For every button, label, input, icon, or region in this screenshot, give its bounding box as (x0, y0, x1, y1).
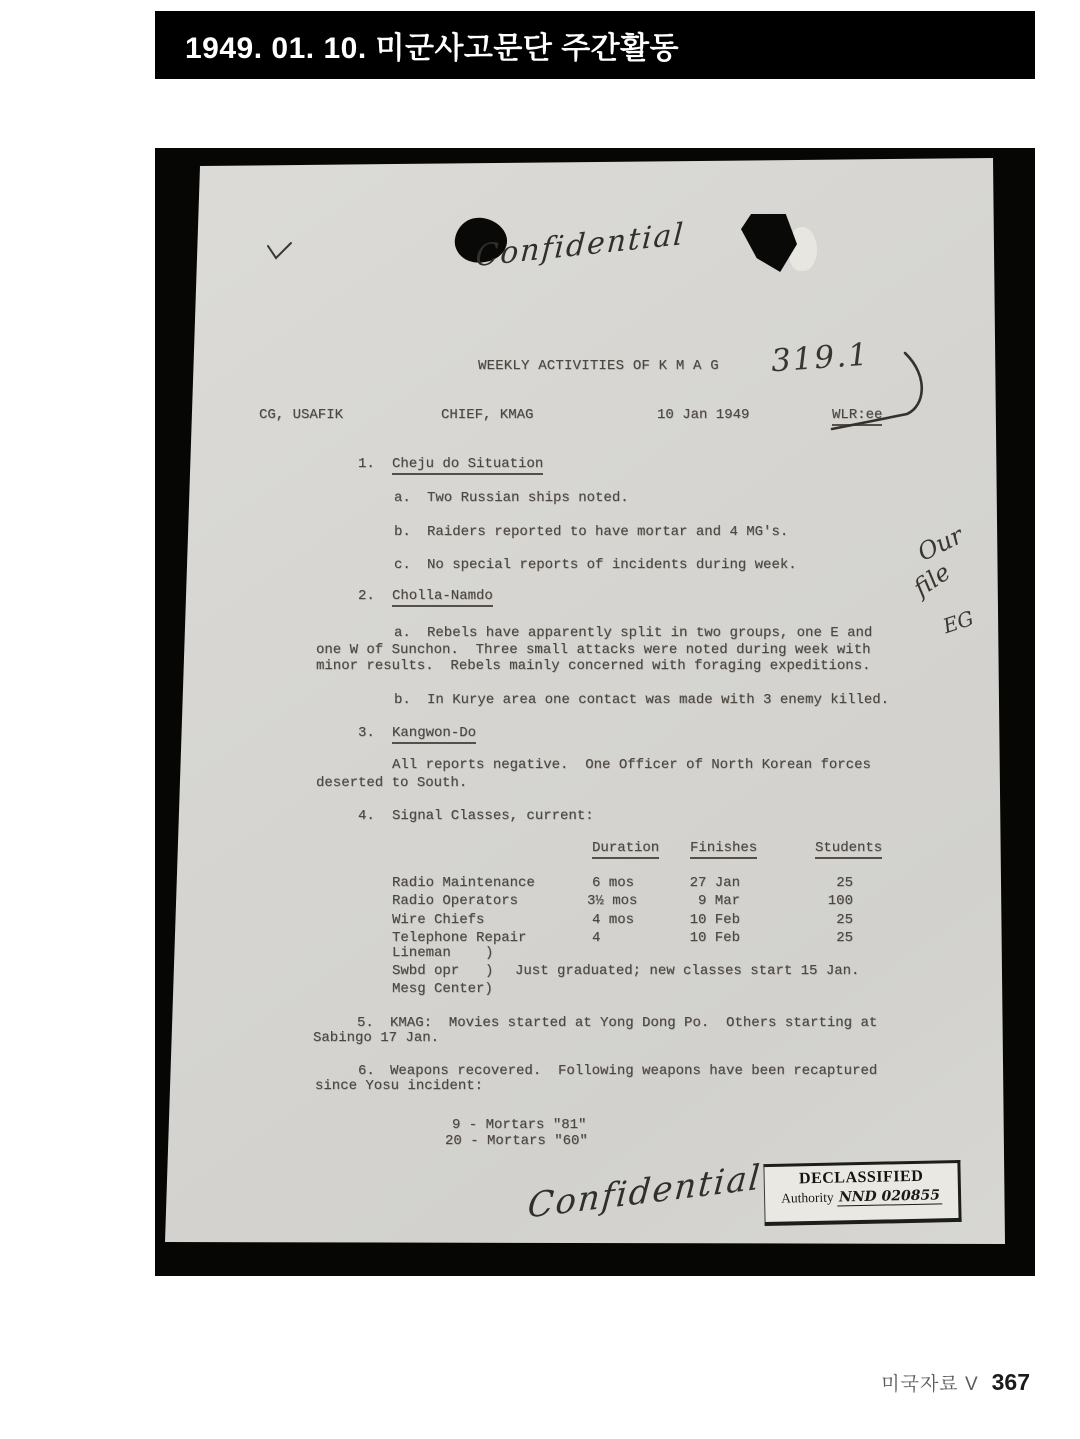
section-1-heading: Cheju do Situation (392, 456, 543, 475)
table-row-duration: 6 mos (592, 875, 635, 891)
table-header-duration: Duration (592, 840, 659, 859)
table-row-students: 25 (836, 912, 853, 928)
table-row-finishes: 10 Feb (689, 912, 740, 928)
section-3-number: 3. (358, 725, 375, 741)
footer-page-number: 367 (991, 1369, 1030, 1395)
section-3-line2: deserted to South. (316, 775, 468, 791)
section-6-line1: Weapons recovered. Following weapons have been recaptured (390, 1063, 878, 1079)
file-number-note: 319.1 (769, 336, 871, 380)
table-row-name: Wire Chiefs (392, 912, 485, 928)
margin-note-line2: file (908, 557, 956, 603)
declassified-stamp (763, 1160, 961, 1226)
meta-initials: WLR:ee (832, 407, 882, 426)
table-row-finishes: 10 Feb (689, 930, 740, 946)
section-2a-label: a. (394, 625, 411, 641)
section-5-line2: Sabingo 17 Jan. (313, 1030, 440, 1046)
section-2a-line1: Rebels have apparently split in two groups, one E and (427, 625, 873, 641)
section-3-line1: All reports negative. One Officer of North Korean forces (392, 757, 871, 773)
table-row-name: Radio Maintenance (392, 875, 535, 891)
section-1a-text: Two Russian ships noted. (427, 490, 629, 506)
section-1c-label: c. (394, 557, 411, 573)
table-row-duration: 4 (592, 930, 601, 946)
table-group-name2: Swbd opr (392, 963, 460, 979)
meta-org: CG, USAFIK (259, 407, 344, 423)
table-row-students: 25 (836, 930, 853, 946)
section-2a-line2: one W of Sunchon. Three small attacks were noted during week with (316, 642, 871, 658)
table-row-students: 100 (827, 893, 853, 909)
table-row-finishes: 9 Mar (697, 893, 740, 909)
table-group-bracket2: ) (485, 963, 494, 979)
section-1b-label: b. (394, 524, 411, 540)
table-row-duration: 4 mos (592, 912, 635, 928)
declassified-stamp-authority (765, 1187, 958, 1207)
section-2-heading: Cholla-Namdo (392, 588, 493, 607)
table-row-duration: 3½ mos (587, 893, 638, 909)
table-group-bracket1: ) (485, 945, 494, 961)
authority-value: NND 020855 (837, 1187, 942, 1206)
table-row-students: 25 (836, 875, 853, 891)
table-row-finishes: 27 Jan (689, 875, 740, 891)
caption-bar (155, 11, 1035, 79)
section-3-heading: Kangwon-Do (392, 725, 476, 744)
meta-date: 10 Jan 1949 (657, 407, 750, 423)
margin-note-line1: Our (913, 521, 968, 567)
section-1c-text: No special reports of incidents during week. (427, 557, 797, 573)
confidential-handwriting-bottom: Confidential (526, 1157, 764, 1227)
section-2b-text: In Kurye area one contact was made with 3 enemy killed. (427, 692, 890, 708)
section-1b-text: Raiders reported to have mortar and 4 MG's. (427, 524, 789, 540)
document-paper (155, 148, 1035, 1276)
table-row-name: Radio Operators (392, 893, 519, 909)
table-row-name: Telephone Repair (392, 930, 527, 946)
section-2a-line3: minor results. Rebels mainly concerned with foraging expeditions. (316, 658, 871, 674)
scanned-photo-area (155, 148, 1035, 1276)
authority-label: Authority (780, 1189, 834, 1206)
table-header-finishes: Finishes (690, 840, 757, 859)
weapons-line-1: 9 - Mortars "81" (452, 1117, 587, 1133)
section-4-number: 4. (358, 808, 375, 824)
section-5-line1: KMAG: Movies started at Yong Dong Po. Others starting at (390, 1015, 878, 1031)
confidential-handwriting-top: Confidential (474, 216, 687, 275)
section-6-number: 6. (358, 1063, 375, 1079)
table-header-students: Students (815, 840, 882, 859)
meta-from: CHIEF, KMAG (441, 407, 534, 423)
caption-title: 1949. 01. 10. 미군사고문단 주간활동 (185, 32, 680, 65)
section-6-line2: since Yosu incident: (315, 1078, 484, 1094)
table-group-note: Just graduated; new classes start 15 Jan. (515, 963, 860, 979)
margin-note-line3: EG (940, 605, 977, 639)
table-group-name1: Lineman (392, 945, 451, 961)
weapons-line-2: 20 - Mortars "60" (445, 1133, 588, 1149)
book-footer (881, 1369, 1030, 1396)
table-group-name3: Mesg Center) (392, 981, 493, 997)
section-2-number: 2. (358, 588, 375, 604)
section-1-number: 1. (358, 456, 375, 472)
section-2b-label: b. (394, 692, 411, 708)
declassified-stamp-title: DECLASSIFIED (798, 1167, 924, 1188)
section-1a-label: a. (394, 490, 411, 506)
footer-volume-label: 미국자료 V (881, 1374, 979, 1395)
section-5-number: 5. (357, 1015, 374, 1031)
section-4-heading: Signal Classes, current: (392, 808, 594, 824)
document-title: WEEKLY ACTIVITIES OF K M A G (478, 358, 719, 374)
